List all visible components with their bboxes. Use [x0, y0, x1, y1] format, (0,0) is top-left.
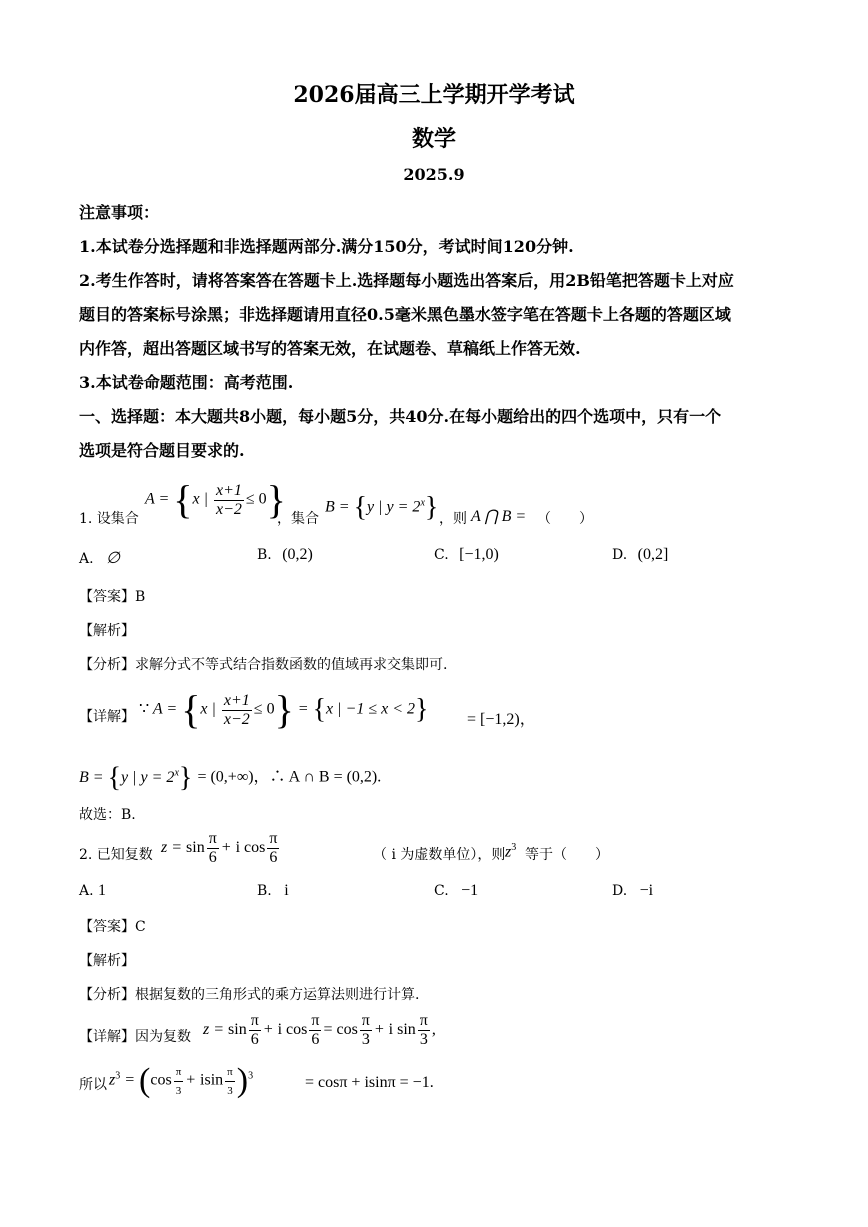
section-heading-1: 一、选择题：本大题共8小题，每小题5分，共40分.在每小题给出的四个选项中，只有一个	[79, 407, 722, 426]
set-b-solution: B = {y | $y = 2^x$}	[79, 762, 193, 793]
q1-prefix: 1. 设集合	[79, 511, 139, 527]
q1-option-d	[612, 546, 668, 564]
section-heading-2: 选项是符合题目要求的.	[79, 441, 245, 460]
q1-analysis-label: 【解析】	[79, 623, 135, 639]
complex-z-definition: z = sin $\frac{\pi}{6}$ + i cos $\frac{\pi}{6}$	[161, 830, 278, 866]
option-d-value: (0,2]	[637, 546, 669, 563]
notes-heading: 注意事项：	[79, 203, 160, 222]
option-a-value: 1	[98, 882, 107, 899]
option-d-label: D.	[612, 883, 628, 899]
q2-final-prefix: 所以	[79, 1077, 107, 1093]
z-cubed: $z^3$	[505, 842, 517, 861]
q2-fenxi: 【分析】根据复数的三角形式的乘方运算法则进行计算.	[79, 987, 420, 1003]
q2-option-a	[79, 882, 106, 900]
q2-prefix: 2. 已知复数	[79, 847, 153, 863]
set-a-solution: ∵ A = {x | $\frac{x+1}{x-2}$ ≤ 0} = {x | −1 ≤ x < 2}	[139, 687, 429, 732]
option-b-value: (0,2)	[282, 546, 313, 563]
note-line-2a: 2.考生作答时，请将答案答在答题卡上.选择题每小题选出答案后，用2B铅笔把答题卡上对应	[79, 271, 734, 290]
exam-title: 2026届高三上学期开学考试	[293, 82, 575, 108]
option-c-label: C.	[434, 547, 449, 563]
option-b-value: i	[284, 882, 289, 899]
q1-detail-line2-tail: = (0,+∞)，∴ A ∩ B = (0,2).	[197, 768, 382, 786]
option-c-label: C.	[434, 883, 449, 899]
complex-z-rewrite: z = sin $\frac{\pi}{6}$ + i cos $\frac{\pi}{6}$ = cos $\frac{\pi}{3}$ + i sin $\frac{\pi}{3}$ ,	[203, 1012, 436, 1048]
q1-suffix: ，则	[439, 511, 467, 527]
note-line-2b: 题目的答案标号涂黑；非选择题请用直径0.5毫米黑色墨水签字笔在答题卡上各题的答题区域	[79, 305, 731, 324]
option-c-value: [−1,0)	[459, 546, 499, 563]
q1-detail-label: 【详解】	[79, 709, 135, 725]
q1-detail-tail: = [−1,2)，	[467, 711, 536, 728]
option-a-label: A.	[79, 883, 94, 899]
note-line-3: 3.本试卷命题范围：高考范围.	[79, 373, 294, 392]
note-line-2c: 内作答，超出答题区域书写的答案无效，在试题卷、草稿纸上作答无效.	[79, 339, 581, 358]
q2-final-tail: = cosπ + isinπ = −1.	[305, 1074, 434, 1091]
q2-option-b	[257, 882, 289, 900]
q2-suffix: 等于（ ）	[525, 847, 609, 863]
note-line-1: 1.本试卷分选择题和非选择题两部分.满分150分，考试时间120分钟.	[79, 237, 574, 256]
q1-blank: （ ）	[537, 511, 593, 527]
q1-fenxi: 【分析】求解分式不等式结合指数函数的值域再求交集即可.	[79, 657, 448, 673]
q2-analysis-label: 【解析】	[79, 953, 135, 969]
set-a-definition: A = {x | $\frac{x+1}{x-2}$ ≤ 0}	[145, 477, 286, 522]
q2-detail-label: 【详解】因为复数	[79, 1029, 191, 1045]
q1-option-c	[434, 546, 499, 564]
option-a-label: A.	[79, 551, 94, 567]
q1-answer: 【答案】B	[79, 589, 146, 605]
option-c-value: −1	[461, 882, 479, 899]
z-cubed-expansion: $z^3 = (\cos$ $\frac{\pi}{3}$ + isin $\frac{\pi}{3}$ )$^3$	[109, 1062, 254, 1099]
q1-option-b	[257, 546, 313, 564]
option-a-value: ∅	[106, 550, 120, 567]
option-d-value: −i	[639, 882, 654, 899]
subject-title: 数学	[411, 126, 456, 152]
option-b-label: B.	[257, 883, 272, 899]
q1-conclusion: 故选：B.	[79, 807, 136, 823]
q1-detail-line2	[79, 758, 381, 798]
q2-option-d	[612, 882, 653, 900]
q2-answer: 【答案】C	[79, 919, 146, 935]
q1-mid: ，集合	[277, 511, 319, 527]
option-d-label: D.	[612, 547, 628, 563]
set-b-definition: B = {y | $y = 2^x$}	[325, 492, 439, 523]
q2-option-c	[434, 882, 478, 900]
q1-option-a	[79, 548, 120, 568]
exam-date: 2025.9	[403, 165, 465, 184]
q2-note: （ i 为虚数单位），则	[373, 847, 506, 863]
intersection-expr: A ⋂ B =	[471, 508, 527, 525]
option-b-label: B.	[257, 547, 272, 563]
